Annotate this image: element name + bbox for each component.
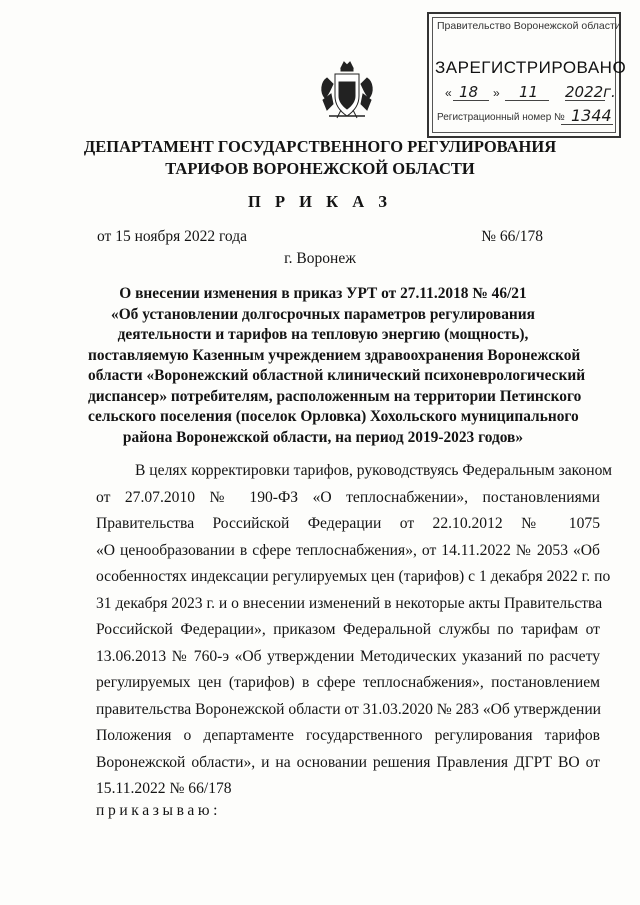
subject-line: области «Воронежский областной клинический психоневрологический [88, 367, 586, 384]
order-closing-word: приказываю: [96, 802, 222, 819]
body-line: Правительства Российской Федерации от 22.10.2012 № 1075 [96, 515, 600, 532]
subject-line: О внесении изменения в приказ УРТ от 27.11.2018 № 46/21 [119, 285, 527, 302]
subject-line: района Воронежской области, на период 2019-2023 годов» [122, 428, 524, 446]
subject-line: «Об установлении долгосрочных параметров регулирования [111, 305, 535, 323]
body-line: особенностях индексации регулируемых цен (тарифов) с 1 декабря 2022 г. по [96, 568, 611, 585]
stamp-date [445, 84, 615, 106]
body-line: Воронежской области», и на основании решения Правления ДГРТ ВО от [96, 753, 600, 771]
stamp-date-day: 18 [459, 83, 479, 101]
body-line: 31 декабря 2023 г. и о внесении изменений в некоторые акты Правительства [96, 594, 603, 612]
body-line: регулируемых цен (тарифов) в сфере теплоснабжения», постановлением [96, 674, 600, 691]
coat-of-arms-icon [317, 58, 377, 122]
registration-stamp [427, 12, 627, 138]
document-type-title: П Р И К А З [248, 192, 392, 211]
body-line: В целях корректировки тарифов, руководствуясь Федеральным законом [135, 462, 612, 479]
stamp-quote-open: « [445, 86, 452, 100]
underline [505, 100, 549, 101]
body-line: Российской Федерации», приказом Федеральной службы по тарифам от [96, 621, 600, 638]
stamp-reg-label: Регистрационный номер № [437, 112, 565, 123]
department-name-line-2: ТАРИФОВ ВОРОНЕЖСКОЙ ОБЛАСТИ [165, 159, 475, 178]
underline [565, 100, 605, 101]
subject-line: деятельности и тарифов на тепловую энергию (мощность), [117, 326, 529, 343]
underline [561, 124, 613, 125]
body-line: Положения о департаменте государственного регулирования тарифов [96, 727, 600, 744]
document-date: от 15 ноября 2022 года [97, 228, 248, 245]
subject-line: поставляемую Казенным учреждением здравоохранения Воронежской [88, 346, 581, 364]
body-line: 13.06.2013 № 760-э «Об утверждении Методических указаний по расчету [96, 647, 600, 665]
stamp-date-month: 11 [519, 83, 539, 101]
order-subject [88, 284, 586, 448]
document-number: № 66/178 [481, 228, 543, 245]
subject-line: диспансер» потребителям, расположенным на территории Петинского [88, 387, 582, 405]
body-line: от 27.07.2010 № 190-ФЗ «О теплоснабжении», постановлениями [96, 488, 600, 506]
department-name-line-1: ДЕПАРТАМЕНТ ГОСУДАРСТВЕННОГО РЕГУЛИРОВАНИЯ [83, 137, 557, 156]
underline [453, 100, 489, 101]
preamble-paragraph [96, 458, 612, 803]
document-city: г. Воронеж [284, 250, 356, 267]
stamp-quote-close: » [493, 86, 500, 100]
stamp-authority: Правительство Воронежской области [437, 20, 621, 32]
stamp-registration-number [437, 106, 612, 125]
stamp-registered-label: ЗАРЕГИСТРИРОВАНО [435, 58, 627, 77]
stamp-reg-number: 1344 [571, 106, 612, 125]
body-line: правительства Воронежской области от 31.03.2020 № 283 «Об утверждении [96, 700, 602, 718]
stamp-date-year: 2022г. [565, 83, 616, 101]
body-line: «О ценообразовании в сфере теплоснабжения», от 14.11.2022 № 2053 «Об [96, 541, 600, 559]
body-line: 15.11.2022 № 66/178 [96, 780, 232, 797]
subject-line: сельского поселения (поселок Орловка) Хохольского муниципального [88, 408, 579, 425]
